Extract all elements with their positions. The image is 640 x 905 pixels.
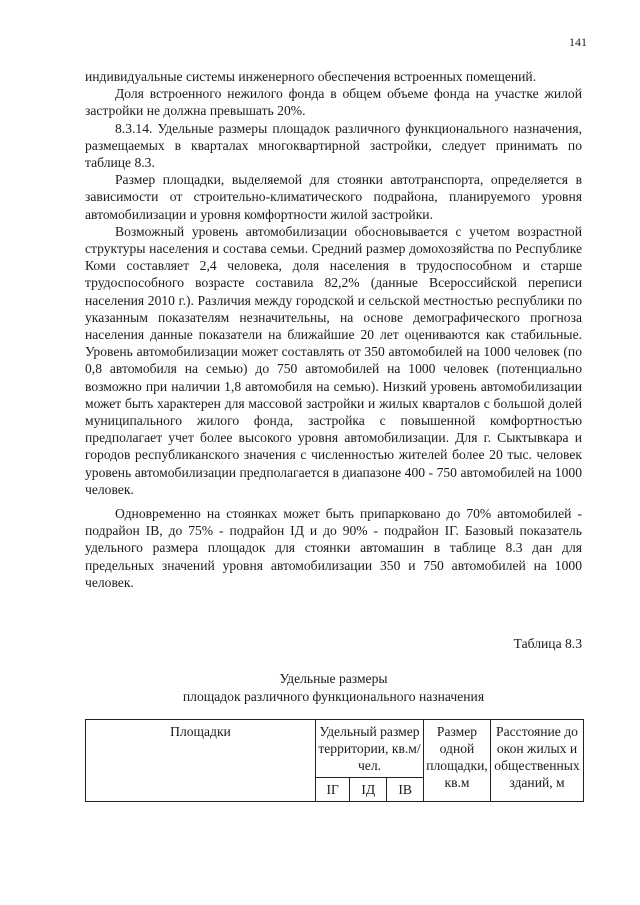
paragraph-parking-share: Одновременно на стоянках может быть припарковано до 70% автомобилей - подрайон IВ, до 75% - подрайон IД и до 90% - подрайон IГ. Базовый показатель удельного размера площадок для стоянки автомашин в таблице 8.3 дан для предельных значений уровня автомобилизации 350 и 750 автомобилей на 1000 человек. xyxy=(85,506,582,590)
header-sites: Площадки xyxy=(86,720,316,802)
paragraph-nonresidential-share: Доля встроенного нежилого фонда в общем объеме фонда на участке жилой застройки не должна превышать 20%. xyxy=(85,86,582,119)
paragraph-motorization-level: Возможный уровень автомобилизации обосновывается с учетом возрастной структуры населения и состава семьи. Средний размер домохозяйства по Республике Коми составляет 2,4 человека, доля населения в трудоспособном и старше трудоспособного возрасте составила 82,2% (данные Всероссийской переписи населения 2010 г.). Различия между городской и сельской местностью республики по указанным показателям незначительны, на основе демографического прогноза населения данные показатели на ближайшие 20 лет оцениваются как стабильные. Уровень автомобилизации может составлять от 350 автомобилей на 1000 человек (по 0,8 автомобиля на семью) до 750 автомобилей на 1000 человек (потенциально возможно при наличии 1,8 автомобиля на семью). Низкий уровень автомобилизации может быть характерен для массовой застройки и жилых кварталов с большой долей муниципального жилого фонда, застройка с повышенной комфортностью предполагает учет более высокого уровня автомобилизации. Для г. Сыктывкара и городов республиканского значения с численностью жителей более 20 тыс. человек уровень автомобилизации предполагается в диапазоне 400 - 750 автомобилей на 1000 человек. xyxy=(85,223,582,497)
table-header-row xyxy=(86,720,584,778)
table-label: Таблица 8.3 xyxy=(513,636,582,651)
header-size: Размер одной площадки, кв.м xyxy=(424,720,491,802)
subheader-id: IД xyxy=(350,778,387,802)
paragraph-parking-size: Размер площадки, выделяемой для стоянки автотранспорта, определяется в зависимости от строительно-климатического подрайона, планируемого уровня автомобилизации и уровня комфортности жилой застройки. xyxy=(85,172,582,222)
header-unit-area: Удельный размер территории, кв.м/чел. xyxy=(316,720,424,778)
paragraph-8-3-14: 8.3.14. Удельные размеры площадок различного функционального назначения, размещаемых в кварталах многоквартирной застройки, следует принимать по таблице 8.3. xyxy=(85,120,582,171)
header-distance: Расстояние до окон жилых и общественных зданий, м xyxy=(491,720,584,802)
subheader-iv: IВ xyxy=(387,778,424,802)
sites-table xyxy=(85,719,584,802)
table-title-line-2: площадок различного функционального назначения xyxy=(182,689,485,704)
page-number: 141 xyxy=(569,35,587,49)
table-title xyxy=(85,670,582,706)
body-text xyxy=(85,68,582,591)
subheader-ig: IГ xyxy=(316,778,350,802)
paragraph-continuation: индивидуальные системы инженерного обеспечения встроенных помещений. xyxy=(85,69,537,84)
table-title-line-1: Удельные размеры xyxy=(279,671,388,686)
